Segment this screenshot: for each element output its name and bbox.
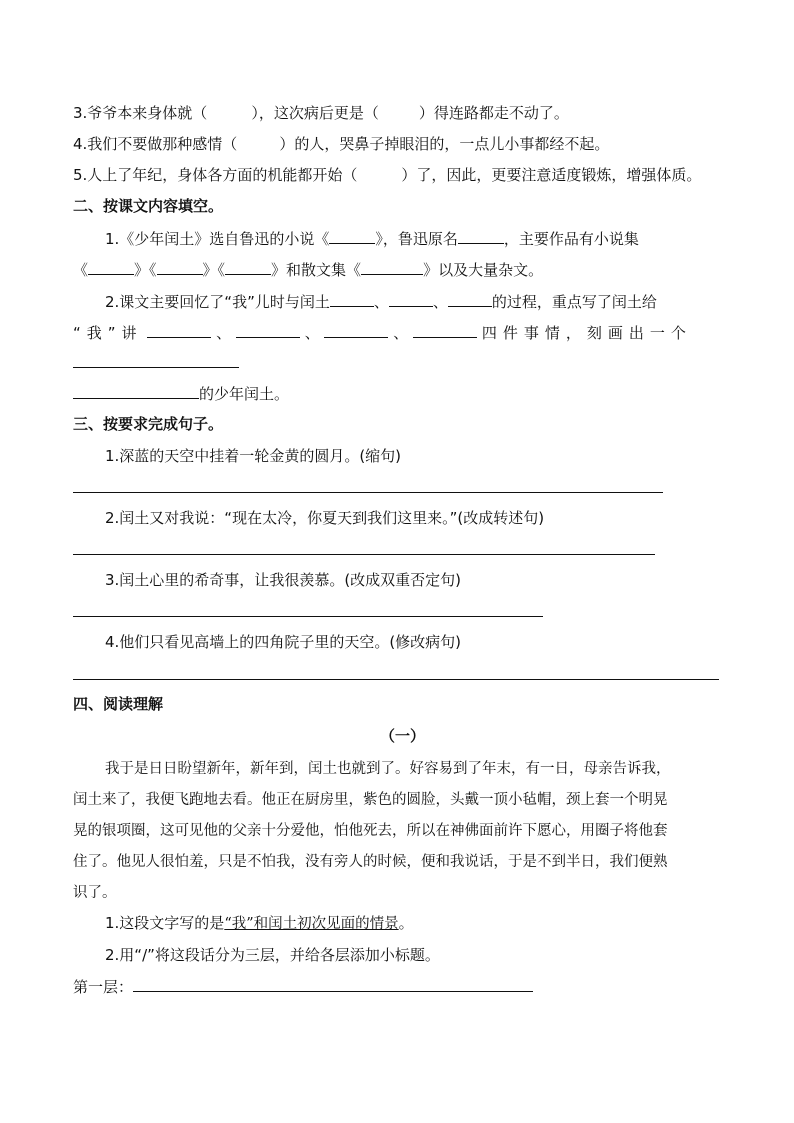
blank-novel[interactable] [329,228,375,244]
question-4-2: 2.用“/”将这段话分为三层，并给各层添加小标题。 [105,946,440,964]
question-2-1-line2: 《 》《 》《 》和散文集《 》以及大量杂文。 [73,261,544,279]
question-2-2-line3: 的少年闰土。 [73,383,289,404]
blank-collection-3[interactable] [225,259,271,275]
blank-real-name[interactable] [458,228,504,244]
question-3-2: 2.闰土又对我说：“现在太冷，你夏天到我们这里来。”(改成转述句) [105,509,545,527]
section-4-heading: 四、阅读理解 [73,695,164,713]
blank-relation-2[interactable] [389,291,433,307]
passage-line-3: 晃的银项圈，这可见他的父亲十分爱他，怕他死去，所以在神佛面前许下愿心，用圈子将他套 [73,823,668,839]
section-2-heading: 二、按课文内容填空。 [73,197,224,215]
underlined-answer: “我”和闰土初次见面的情景 [224,916,399,932]
layer-1-row: 第一层： [73,976,533,997]
blank-collection-2[interactable] [157,259,203,275]
answer-line-3-4[interactable] [73,679,719,680]
passage-line-5: 识了。 [73,885,117,901]
question-1-3: 3.爷爷本来身体就（ ），这次病后更是（ ）得连路都走不动了。 [73,104,569,122]
question-3-3: 3.闰土心里的希奇事，让我很羡慕。(改成双重否定句) [105,571,462,589]
blank-story-1[interactable] [147,322,211,338]
question-2-2-line1: 2.课文主要回忆了“我”儿时与闰土 、 、 的过程，重点写了闰土给 [105,293,657,311]
section-3-heading: 三、按要求完成句子。 [73,415,224,433]
blank-relation-3[interactable] [448,291,492,307]
passage-subheading: （一） [380,727,426,745]
blank-story-2[interactable] [236,322,300,338]
question-1-4: 4.我们不要做那种感情（ ）的人，哭鼻子掉眼泪的，一点儿小事都经不起。 [73,135,610,153]
blank-story-3[interactable] [324,322,388,338]
passage-line-4: 住了。他见人很怕羞，只是不怕我，没有旁人的时候，便和我说话，于是不到半日，我们便熟 [73,854,668,870]
blank-description-2[interactable] [73,383,199,399]
passage-line-2: 闰土来了，我便飞跑地去看。他正在厨房里，紫色的圆脸，头戴一顶小毡帽，颈上套一个明晃 [73,792,668,808]
question-2-2-line2: “我”讲 、 、 、 四件事情，刻画出一个 [73,324,692,342]
question-2-1-line1: 1.《少年闰土》选自鲁迅的小说《 》，鲁迅原名 ，主要作品有小说集 [105,230,639,248]
question-1-5: 5.人上了年纪，身体各方面的机能都开始（ ）了，因此，更要注意适度锻炼，增强体质。 [73,166,702,184]
blank-relation-1[interactable] [330,291,374,307]
blank-collection-1[interactable] [88,259,134,275]
question-4-1: 1.这段文字写的是“我”和闰土初次见面的情景。 [105,914,414,932]
question-3-1: 1.深蓝的天空中挂着一轮金黄的圆月。(缩句) [105,447,402,465]
answer-line-description-1[interactable] [73,367,239,368]
answer-line-layer-1[interactable] [133,976,533,992]
question-3-4: 4.他们只看见高墙上的四角院子里的天空。(修改病句) [105,633,462,651]
answer-line-3-3[interactable] [73,616,543,617]
blank-story-4[interactable] [413,322,477,338]
answer-line-3-2[interactable] [73,554,655,555]
answer-line-3-1[interactable] [73,492,663,493]
blank-essay-collection[interactable] [361,259,423,275]
passage-line-1: 我于是日日盼望新年，新年到，闰土也就到了。好容易到了年末，有一日，母亲告诉我， [105,761,671,777]
